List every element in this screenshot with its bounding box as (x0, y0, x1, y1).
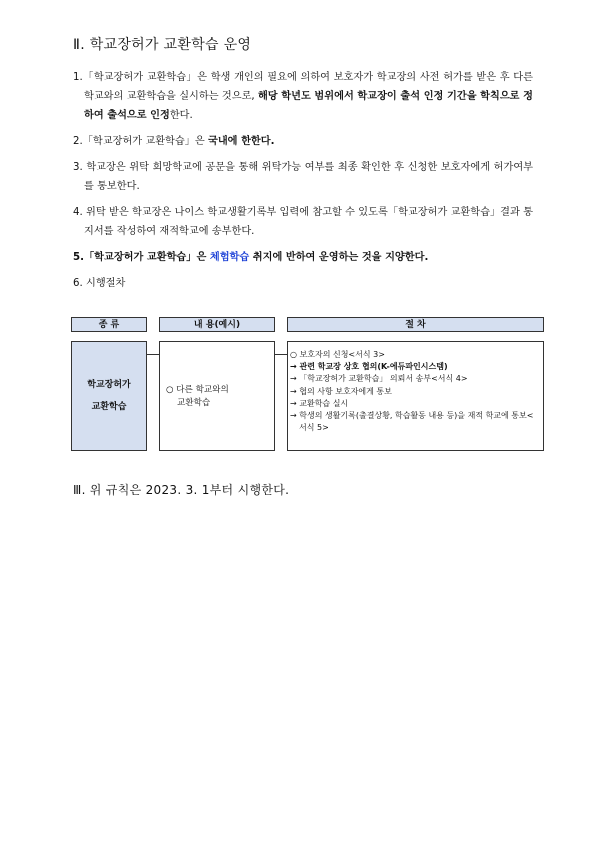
section-title: Ⅱ. 학교장허가 교환학습 운영 (73, 37, 252, 53)
procedure-step: → 관련 학교장 상호 협의(K-에듀파인시스템) (290, 362, 448, 372)
type-box (71, 341, 147, 451)
procedure-step: → 교환학습 실시 (290, 398, 349, 408)
content-line1: ○ 다른 학교와의 (166, 385, 229, 395)
item-number: 4. (73, 207, 83, 218)
item-list (73, 68, 533, 300)
item-2 (73, 132, 533, 151)
item-text: 위탁 받은 학교장은 나이스 학교생활기록부 입력에 참고할 수 있도록「학교장허가 교환학습」결과 통지서를 작성하여 재적학교에 송부한다. (84, 207, 533, 237)
item-emphasis: 해당 학년도 범위에서 학교장이 출석 인정 기간을 학칙으로 정하여 출석으로 인정 (84, 91, 533, 121)
item-number: 3. (73, 162, 83, 173)
procedure-step: → 「학교장허가 교환학습」 의뢰서 송부<서식 4> (290, 374, 468, 384)
item-text-end: 한다. (169, 110, 193, 121)
item-3 (73, 158, 533, 196)
item-text: 「학교장허가 교환학습」은 학생 개인의 필요에 의하여 보호자가 학교장의 사전 허가를 받은 후 다른 학교와의 교환학습을 실시하는 것으로, (82, 72, 533, 102)
header-procedure: 절 차 (287, 317, 544, 332)
header-content: 내 용(예시) (159, 317, 275, 332)
type-label-line1: 학교장허가 (87, 380, 131, 390)
type-label-line2: 교환학습 (91, 402, 127, 412)
effective-date-clause: Ⅲ. 위 규칙은 2023. 3. 1부터 시행한다. (73, 483, 290, 497)
item-number: 1. (73, 72, 83, 83)
procedure-step: ○ 보호자의 신청<서식 3> (290, 350, 385, 359)
highlight-term: 체험학습 (209, 252, 250, 263)
item-1 (73, 68, 533, 125)
item-emphasis: 국내에 한한다. (208, 136, 275, 147)
item-5 (73, 248, 533, 267)
item-number: 5. (73, 252, 84, 263)
item-emphasis: 것을 지양 (361, 252, 405, 263)
procedure-box (287, 341, 544, 451)
content-box (159, 341, 275, 451)
item-text: 「학교장허가 교환학습」은 (82, 136, 208, 147)
item-number: 2. (73, 136, 83, 147)
item-6 (73, 274, 533, 293)
item-number: 6. (73, 278, 83, 289)
procedure-step: → 학생의 생활기록(출결상황, 학습활동 내용 등)을 재적 학교에 통보<서식 5> (290, 411, 534, 433)
item-text-end: 한다. (404, 252, 429, 263)
item-text: 취지에 반하여 운영하는 (249, 252, 362, 263)
header-type: 종 류 (71, 317, 147, 332)
item-4 (73, 203, 533, 241)
item-text: 시행절차 (85, 278, 126, 289)
connector-line (147, 354, 159, 355)
procedure-step: → 협의 사항 보호자에게 통보 (290, 386, 392, 396)
item-text: 학교장은 위탁 희망학교에 공문을 통해 위탁가능 여부를 최종 확인한 후 신청한 보호자에게 허가여부를 통보한다. (84, 162, 533, 192)
content-line2: 교환학습 (177, 398, 211, 408)
connector-line (275, 354, 287, 355)
item-text: 「학교장허가 교환학습」은 (83, 252, 210, 263)
